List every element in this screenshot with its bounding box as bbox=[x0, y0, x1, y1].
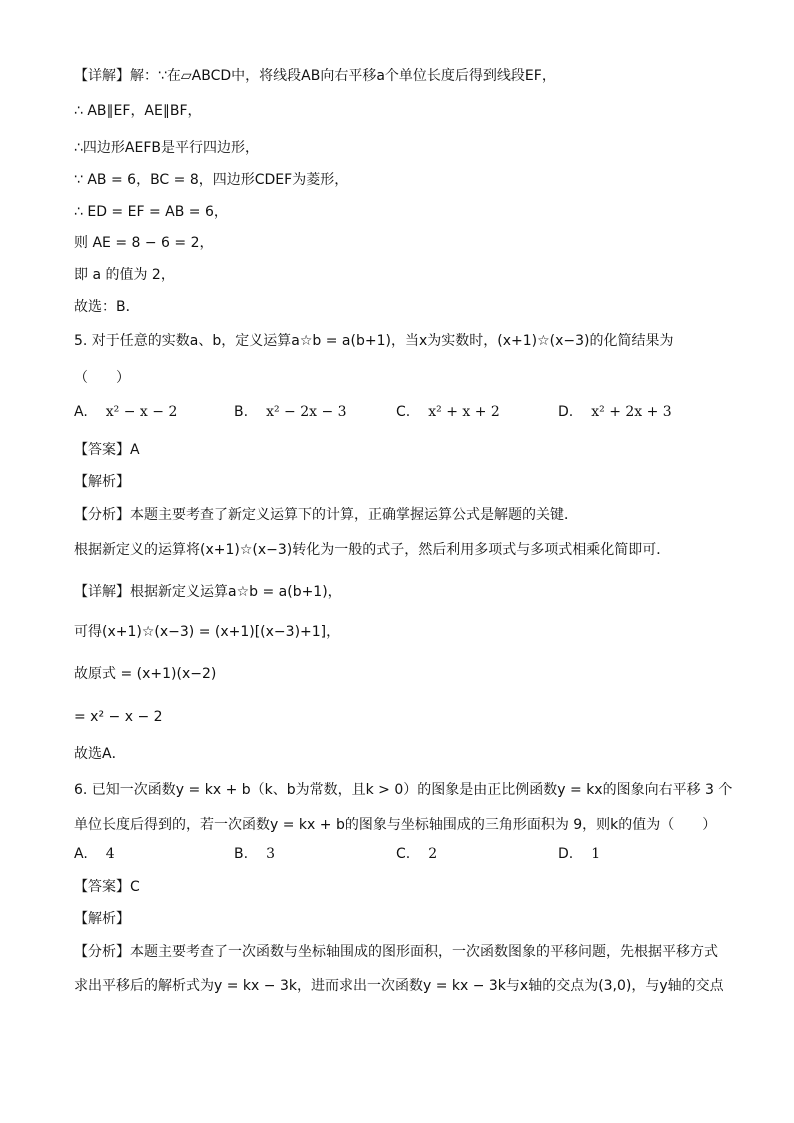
detail-line-2: ∴ AB∥EF，AE∥BF， bbox=[74, 103, 202, 119]
option-label: A. bbox=[74, 846, 88, 862]
detail-line-6: 则 AE = 8 − 6 = 2， bbox=[74, 235, 214, 251]
detail-line-4: ∵ AB = 6，BC = 8，四边形CDEF为菱形， bbox=[74, 172, 349, 188]
detail-line-8: 故选：B． bbox=[74, 299, 140, 315]
option-label: C. bbox=[396, 404, 411, 420]
option-d bbox=[558, 404, 672, 420]
option-expression: x² − x − 2 bbox=[105, 404, 178, 420]
option-expression: 4 bbox=[105, 846, 115, 862]
option-b bbox=[234, 404, 347, 420]
option-expression: 1 bbox=[591, 846, 601, 862]
option-d bbox=[558, 846, 600, 862]
option-a bbox=[74, 846, 115, 862]
option-c bbox=[396, 846, 437, 862]
option-label: C. bbox=[396, 846, 411, 862]
question-6-analysis-tag: 【解析】 bbox=[74, 911, 130, 927]
question-6-analysis-line-1: 【分析】本题主要考查了一次函数与坐标轴围成的图形面积，一次函数图象的平移问题，先根据平移方式 bbox=[74, 944, 718, 960]
question-5-analysis-line-2: 根据新定义的运算将(x+1)☆(x−3)转化为一般的式子，然后利用多项式与多项式相乘化简即可． bbox=[74, 542, 671, 558]
detail-line-7: 即 a 的值为 2， bbox=[74, 267, 175, 283]
option-expression: x² + x + 2 bbox=[428, 404, 500, 420]
question-5-options bbox=[74, 404, 754, 428]
question-5-detail-line-4: = x² − x − 2 bbox=[74, 709, 163, 725]
question-5-analysis-tag: 【解析】 bbox=[74, 474, 130, 490]
option-label: D. bbox=[558, 846, 574, 862]
question-6-stem-line-1: 6. 已知一次函数y = kx + b（k、b为常数，且k > 0）的图象是由正比例函数y = kx的图象向右平移 3 个 bbox=[74, 782, 733, 798]
option-c bbox=[396, 404, 500, 420]
question-5-detail-line-2: 可得(x+1)☆(x−3) = (x+1)[(x−3)+1]， bbox=[74, 624, 341, 640]
detail-line-5: ∴ ED = EF = AB = 6， bbox=[74, 204, 228, 220]
detail-line-3: ∴四边形AEFB是平行四边形， bbox=[74, 140, 259, 156]
question-6-options bbox=[74, 846, 754, 870]
option-label: B. bbox=[234, 846, 249, 862]
option-b bbox=[234, 846, 275, 862]
option-label: D. bbox=[558, 404, 574, 420]
question-5-detail-line-5: 故选A． bbox=[74, 746, 126, 762]
option-a bbox=[74, 404, 177, 420]
detail-line-1: 【详解】解：∵在▱ABCD中，将线段AB向右平移a个单位长度后得到线段EF， bbox=[74, 68, 556, 84]
question-5-stem-line-1: 5. 对于任意的实数a、b，定义运算a☆b = a(b+1)，当x为实数时，(x+1)☆(x−3)的化简结果为 bbox=[74, 333, 674, 349]
option-label: A. bbox=[74, 404, 88, 420]
option-label: B. bbox=[234, 404, 249, 420]
question-6-stem-line-2: 单位长度后得到的，若一次函数y = kx + b的图象与坐标轴围成的三角形面积为 9，则k的值为（ ） bbox=[74, 817, 717, 833]
question-5-analysis-line-1: 【分析】本题主要考查了新定义运算下的计算，正确掌握运算公式是解题的关键． bbox=[74, 507, 578, 523]
question-5-stem-line-2: （ ） bbox=[74, 370, 130, 386]
question-5-answer: 【答案】A bbox=[74, 442, 140, 458]
option-expression: 3 bbox=[266, 846, 275, 862]
question-5-detail-line-3: 故原式 = (x+1)(x−2) bbox=[74, 666, 217, 682]
option-expression: 2 bbox=[428, 846, 438, 862]
question-6-analysis-line-2: 求出平移后的解析式为y = kx − 3k，进而求出一次函数y = kx − 3k与x轴的交点为(3,0)，与y轴的交点 bbox=[74, 978, 724, 994]
question-6-answer: 【答案】C bbox=[74, 879, 140, 895]
option-expression: x² − 2x − 3 bbox=[266, 404, 347, 420]
option-expression: x² + 2x + 3 bbox=[591, 404, 672, 420]
question-5-detail-line-1: 【详解】根据新定义运算a☆b = a(b+1)， bbox=[74, 584, 342, 600]
